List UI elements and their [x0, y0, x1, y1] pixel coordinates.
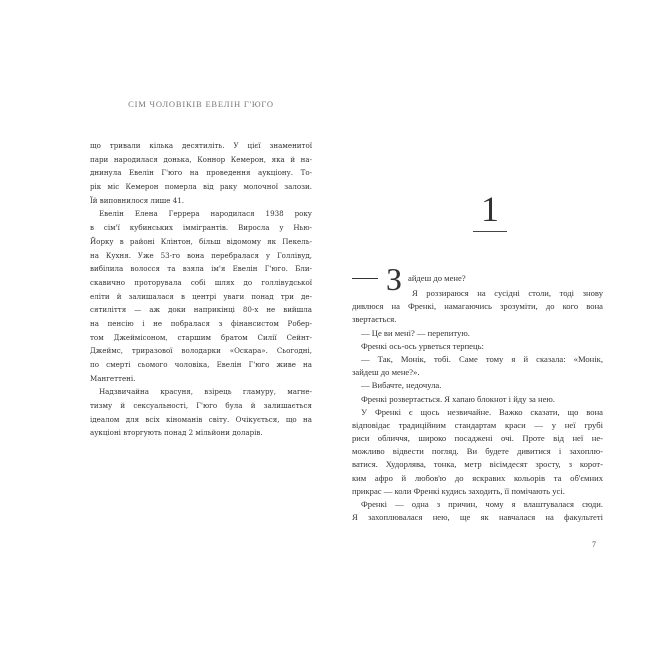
- chapter-rule: [473, 231, 507, 232]
- text-line: Джеймс, триразової володарки «Оскара». Сьогодні,: [90, 346, 312, 356]
- text-line: ватися. Худорлява, тонка, метр вісімдесят зросту, з корот-: [352, 459, 603, 470]
- text-line: Френкі розвертається. Я хапаю блокнот і йду за нею.: [361, 393, 555, 404]
- right-page-text: [352, 287, 603, 524]
- text-line: Мангеттені.: [90, 373, 136, 383]
- text-line: прикрас — коли Френкі кудись заходить, її помічають усі.: [352, 485, 565, 496]
- text-line: риси обличчя, широко посаджені очі. Проте від неї не-: [352, 433, 603, 444]
- text-line: ідеалом для всіх кіноманів світу. Очікується, що на: [90, 414, 312, 424]
- text-line: зайдеш до мене?».: [352, 367, 420, 378]
- text-line: Я захоплювалася нею, ще як навчалася на факультеті: [352, 512, 603, 523]
- text-line: ким афро й любов'ю до яскравих кольорів та об'ємних: [352, 472, 603, 483]
- text-line: У Френкі є щось незвичайне. Важко сказати, що вона: [361, 406, 603, 417]
- text-line: Френкі — одна з причин, чому я влаштувалася сюди.: [361, 499, 603, 509]
- text-line: відповідає традиційним стандартам краси — у неї грубі: [352, 419, 603, 430]
- text-line: аукціоні вторгують понад 2 мільйони доларів.: [90, 428, 263, 438]
- text-line: пари народилася донька, Коннор Кемерон, яка й на-: [90, 154, 312, 164]
- chapter-number: 1: [481, 189, 499, 229]
- drop-cap: З: [386, 261, 403, 297]
- text-line: том Джеймісоном, старшим братом Силії Сейнт-: [90, 332, 312, 342]
- text-line: в сім'ї кубинських іммігрантів. Виросла у Нью-: [90, 223, 312, 233]
- opening-line-text: айдеш до мене?: [408, 273, 466, 283]
- text-line: Я роззираюся на сусідні столи, тоді знову: [412, 288, 603, 298]
- text-line: по смерті сьомого чоловіка, Евелін Г'юго живе на: [90, 360, 312, 369]
- text-line: можливо відвести погляд. Ви будете дивитися і захоплю-: [352, 446, 603, 457]
- text-line: Надзвичайна красуня, взірець гламуру, магне-: [99, 387, 312, 397]
- text-line: вибілила волосся та взяла ім'я Евелін Г'юго. Бли-: [90, 264, 312, 274]
- text-line: на Кухня. Уже 53-го вона перебралася у Голлівуд,: [90, 250, 312, 260]
- text-line: дивлюся на Френкі, намагаючись зрозуміти, до кого вона: [352, 301, 603, 312]
- left-page-text: [90, 139, 312, 440]
- text-line: що тривали кілька десятиліть. У цієї знаменитої: [90, 141, 312, 150]
- text-line: днинула Евелін Г'юго на проведення аукціону. То-: [90, 168, 312, 178]
- text-line: — Так, Монік, тобі. Саме тому я й сказала: «Монік,: [361, 353, 603, 364]
- running-header: СІМ ЧОЛОВІКІВ ЕВЕЛІН Г'ЮГО: [128, 99, 274, 109]
- text-line: Евелін Елена Геррера народилася 1938 року: [99, 209, 312, 219]
- text-line: — Це ви мені? — перепитую.: [361, 327, 470, 338]
- page-number: 7: [592, 540, 596, 549]
- text-line: звертається.: [352, 314, 397, 325]
- em-dash: [352, 278, 378, 279]
- text-line: Їй виповнилося лише 41.: [90, 195, 184, 205]
- text-line: Йорку в районі Клінтон, більш відомому як Пекель-: [90, 236, 312, 246]
- text-line: скавично проторувала собі шлях до голлівудської: [90, 277, 312, 287]
- text-line: рік міс Кемерон померла від раку молочної залози.: [90, 182, 312, 192]
- text-line: сятиліття — аж доки наприкінці 80-х не вийшла: [90, 305, 312, 315]
- text-line: на пенсію і не побралася з фінансистом Робер-: [90, 318, 312, 328]
- text-line: еліти й залишалася в центрі уваги понад три де-: [90, 291, 312, 301]
- text-line: — Вибачте, недочула.: [361, 380, 442, 391]
- text-line: Френкі ось-ось урветься терпець:: [361, 340, 484, 351]
- text-line: тизму й сексуальності, Г'юго була й залишається: [90, 401, 312, 411]
